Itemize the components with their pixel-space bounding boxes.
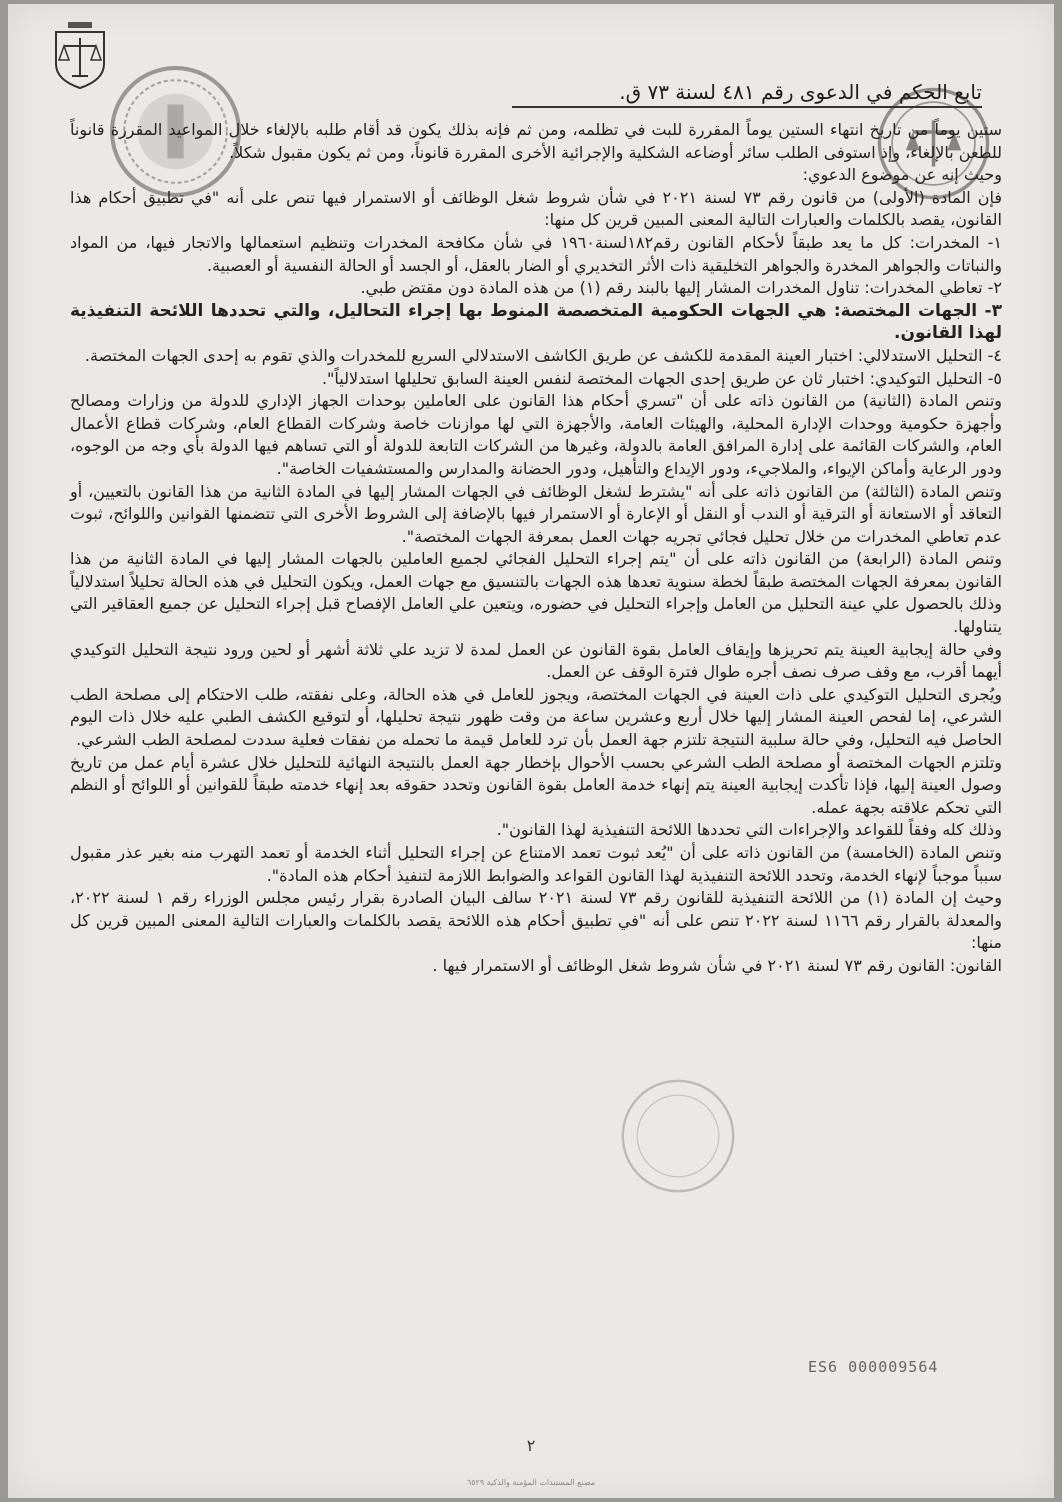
case-header: تابع الحكم في الدعوى رقم ٤٨١ لسنة ٧٣ ق. [512,80,982,108]
paragraph: ٢- تعاطي المخدرات: تناول المخدرات المشار إليها بالبند رقم (١) من هذه المادة دون مقتض طبي. [360,278,1002,298]
scales-of-justice-logo [50,20,110,90]
page-number: ٢ [526,1436,536,1455]
paragraph: وفي حالة إيجابية العينة يتم تحريزها وإيقاف العامل بقوة القانون عن العمل لمدة لا تزيد علي ثلاثة أشهر أو لحين ورود نتيجة التحليل التوكيدي أيهما أقرب، مع وقف صرف نصف أجره طوال فترة الوقف عن العمل. [70,639,1002,682]
paragraph: وتلتزم الجهات المختصة أو مصلحة الطب الشرعي بحسب الأحوال بإخطار جهة العمل بالنتيجة النهائية للتحليل خلال عشرة أيام عمل من تاريخ وصول العينة إليها، فإذا تأكدت إيجابية العينة يتم إنهاء خدمة العامل بقوة القانون وتحدد حقوقه بعد إنهاء خدمته طبقاً للقوانين أو اللوائح أو النظم التي تحكم علاقته بجهة عمله. [70,752,1002,817]
paragraph: وتنص المادة (الرابعة) من القانون ذاته على أن "يتم إجراء التحليل الفجائي لجميع العاملين بالجهات المشار إليها في المادة الثانية من هذا القانون بمعرفة الجهات المختصة طبقاً لخطة سنوية تعدها هذه الجهات بالتنسيق مع جهات العمل، ويكون التحليل في هذه الحالة تحليلاً استدلالياً وذلك بالحصول علي عينة التحليل من العامل وإجراء التحليل في حضوره، ويتعين علي العامل الإفصاح قبل إجراء التحليل عن جميع العقاقير التي يتناولها. [70,549,1002,637]
paragraph: وحيث إنه عن موضوع الدعوي: [802,165,1002,185]
paragraph: وتنص المادة (الخامسة) من القانون ذاته على أن "يُعد ثبوت تعمد الامتناع عن إجراء التحليل أثناء الخدمة أو تعمد التهرب منه بغير عذر مقبول سبباً موجباً لإنهاء الخدمة، وتحدد اللائحة التنفيذية لهذا القانون القواعد والضوابط اللازمة لتنفيذ أحكام هذه المادة". [70,843,1002,885]
paragraph: وذلك كله وفقاً للقواعد والإجراءات التي تحددها اللائحة التنفيذية لهذا القانون". [496,820,1002,840]
document-body [70,119,1002,978]
paragraph: ويُجرى التحليل التوكيدي على ذات العينة في الجهات المختصة، ويجوز للعامل في هذه الحالة، وعلى نفقته، طلب الاحتكام إلى مصلحة الطب الشرعي، إما لفحص العينة المشار إليها خلال أربع وعشرين ساعة من وقت ظهور نتيجة تحليلها، أو لتوقيع الكشف الطبي عليه خلال ذات اليوم الحاصل فيه التحليل، وفي حالة سلبية النتيجة تلتزم جهة العمل بأن ترد للعامل قيمة ما تحمله من نفقات فعلية سددت لمصلحة الطب الشرعي. [70,684,1002,750]
document-page [8,4,1054,1498]
paragraph: فإن المادة (الأولى) من قانون رقم ٧٣ لسنة ٢٠٢١ في شأن شروط شغل الوظائف أو الاستمرار فيها تنص على أنه "في تطبيق أحكام هذا القانون، يقصد بالكلمات والعبارات التالية المعنى المبين قرين كل منها: [70,187,1003,230]
security-code-stamp: ES6 000009564 [808,1358,939,1376]
paragraph: القانون: القانون رقم ٧٣ لسنة ٢٠٢١ في شأن شروط شغل الوظائف أو الاستمرار فيها . [432,955,1002,975]
paragraph: وتنص المادة (الثالثة) من القانون ذاته على أنه "يشترط لشغل الوظائف في الجهات المشار إليها في المادة الثانية من هذا القانون بالتعيين، أو التعاقد أو الاستعانة أو الترقية أو الندب أو النقل أو الإعارة أو الاستمرار فيها بالإضافة إلى الشروط الأخرى التي تتضمنها القوانين واللوائح، ثبوت عدم تعاطي المخدرات من خلال تحليل فجائي تجريه جهات العمل بمعرفة الجهات المختصة". [70,481,1002,546]
paragraph: وتنص المادة (الثانية) من القانون ذاته على أن "تسري أحكام هذا القانون على العاملين بوحدات الجهاز الإداري للدولة من وزارات ومصالح وأجهزة حكومية ووحدات الإدارة المحلية، والهيئات العامة، والأجهزة التي لها موازنات خاصة وشركات القطاع العام، وشركات قطاع الأعمال العام، والشركات القائمة على إدارة المرافق العامة بالدولة، وغيرها من الشركات التابعة للدولة أو التي تساهم فيها الدولة بأي وجه من الوجوه، ودور الرعاية وأماكن الإيواء، والملاجيء، ودور الإيداع والتأهيل، ودور الحضانة والمدارس والمستشفيات الخاصة". [70,391,1002,478]
paragraph: ستين يوماً من تاريخ انتهاء الستين يوماً المقررة للبت في تظلمه، ومن ثم فإنه بذلك يكون قد أقام طلبه بالإلغاء خلال المواعيد المقررة قانوناً للطعن بالإلغاء، وإذ استوفى الطلب سائر أوضاعه الشكلية والإجرائية الأخرى المقررة قانوناً، ومن ثم يكون مقبول شكلاً. [70,120,1002,162]
footer-note: مصنع المستندات المؤمنة والذكية ٦٥٢٩ [466,1478,596,1487]
paragraph: ٣- الجهات المختصة: هي الجهات الحكومية المتخصصة المنوط بها إجراء التحاليل، والتي تحددها اللائحة التنفيذية لهذا القانون. [70,300,1002,344]
faded-seal-center [608,1076,748,1196]
paragraph: ٥- التحليل التوكيدي: اختبار ثان عن طريق إحدى الجهات المختصة لنفس العينة السابق تحليلها استدلالياً". [321,368,1002,388]
paragraph: وحيث إن المادة (١) من اللائحة التنفيذية للقانون رقم ٧٣ لسنة ٢٠٢١ سالف البيان الصادرة بقرار رئيس مجلس الوزراء رقم ١ لسنة ٢٠٢٢، والمعدلة بالقرار رقم ١١٦٦ لسنة ٢٠٢٢ تنص على أنه "في تطبيق أحكام هذه اللائحة يقصد بالكلمات والعبارات التالية المعنى المبين قرين كل منها: [70,888,1003,953]
paragraph: ٤- التحليل الاستدلالي: اختبار العينة المقدمة للكشف عن طريق الكاشف الاستدلالي السريع للمخدرات والذي تقوم به إحدى الجهات المختصة. [84,345,1002,365]
paragraph: ١- المخدرات: كل ما يعد طبقاً لأحكام القانون رقم١٨٢لسنة١٩٦٠ في شأن مكافحة المخدرات وتنظيم استعمالها والاتجار فيها، من المواد والنباتات والجواهر المخدرة والجواهر التخليقية ذات الأثر التخديري أو الضار بالعقل، أو الجسد أو الحالة النفسية أو العصبية. [70,232,1002,275]
